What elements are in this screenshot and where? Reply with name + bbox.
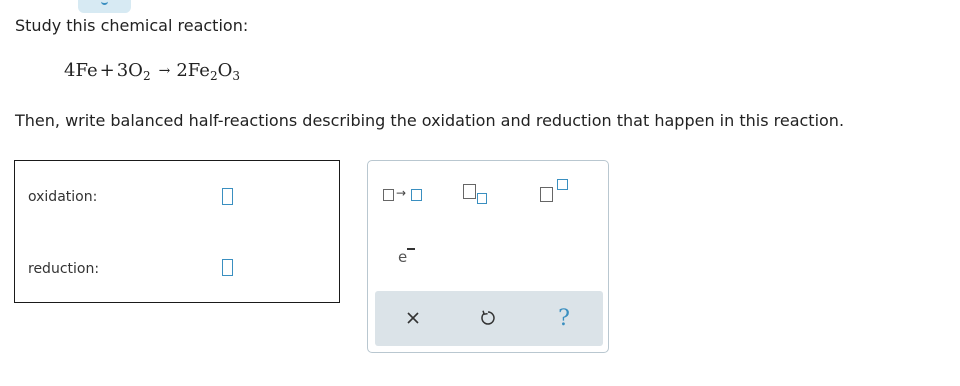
question-prompt: Study this chemical reaction: <box>15 16 249 35</box>
superscript-square-icon <box>557 179 568 190</box>
reactant2-formula: O <box>128 60 143 81</box>
question-instruction: Then, write balanced half-reactions describing the oxidation and reduction that happen in this reaction. <box>15 111 845 130</box>
reaction-arrow: → <box>158 63 171 79</box>
minus-icon <box>407 248 415 250</box>
arrow-template-button[interactable] <box>383 185 431 205</box>
help-button[interactable] <box>551 305 577 331</box>
undo-button[interactable] <box>475 305 501 331</box>
placeholder-square-icon <box>463 184 476 199</box>
reactant2-coefficient: 3 <box>116 60 129 81</box>
plus-sign: + <box>99 60 115 81</box>
electron-button[interactable] <box>396 241 420 269</box>
close-icon <box>405 310 421 326</box>
chevron-down-icon <box>101 0 108 5</box>
question-mark-icon: ? <box>558 305 570 331</box>
placeholder-square-icon <box>411 189 422 201</box>
chemical-equation <box>64 60 240 81</box>
product-element1: Fe <box>187 60 210 81</box>
product-coefficient: 2 <box>176 60 188 81</box>
oxidation-label: oxidation: <box>28 189 98 205</box>
electron-symbol: e <box>398 248 408 266</box>
reactant2-subscript: 2 <box>142 69 151 83</box>
reactant1-formula: Fe <box>75 60 98 81</box>
oxidation-input[interactable] <box>222 188 233 205</box>
right-arrow-icon: → <box>396 186 407 200</box>
undo-icon <box>479 309 497 327</box>
collapse-tab[interactable] <box>78 0 131 13</box>
equation-toolbox <box>367 160 609 353</box>
reduction-input[interactable] <box>222 259 233 276</box>
product-subscript1: 2 <box>209 69 218 83</box>
reactant1-coefficient: 4 <box>64 60 76 81</box>
action-bar <box>375 291 603 346</box>
subscript-square-icon <box>477 193 487 204</box>
answer-box <box>14 160 340 303</box>
clear-button[interactable] <box>400 305 426 331</box>
placeholder-square-icon <box>383 189 394 201</box>
product-subscript2: 3 <box>232 69 240 83</box>
reduction-label: reduction: <box>28 261 100 277</box>
subscript-button[interactable] <box>463 181 499 207</box>
product-element2: O <box>217 60 233 81</box>
superscript-button[interactable] <box>540 177 580 207</box>
placeholder-square-icon <box>540 187 553 202</box>
